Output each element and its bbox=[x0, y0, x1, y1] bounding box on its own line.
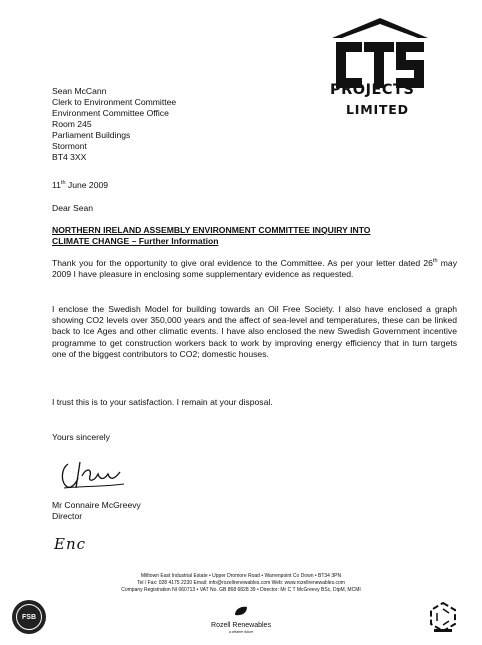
closing: Yours sincerely bbox=[52, 432, 110, 442]
fsb-badge-inner bbox=[16, 604, 42, 630]
body-paragraph-2: I enclose the Swedish Model for building towards an Oil Free Society. I also have enclosed a graph showing CO2 levels over 350,000 years and the affect of sea-level and temperatures, these can be linked back to Ice Ages and other climatic events. I have also enclosed the new Swedish Government incentive programme to get construction workers back to work by improving energy efficiency that in turn targets one of the biggest contributors to CO2; domestic houses. bbox=[52, 304, 457, 359]
address-line: Room 245 bbox=[52, 119, 92, 129]
rozell-logo bbox=[196, 604, 286, 635]
rozell-name: Rozell Renewables bbox=[211, 622, 271, 629]
signer-name: Mr Connaire McGreevy bbox=[52, 500, 141, 510]
leaf-icon bbox=[233, 605, 249, 617]
salutation: Dear Sean bbox=[52, 203, 94, 213]
enclosure-note: Enc bbox=[54, 535, 87, 553]
footer-line-3: Company Registration NI 060713 • VAT No. GB 868 6828 39 • Director: Mr C T McGreevy BSc, DipM, MCMI bbox=[121, 587, 361, 593]
address-line: Sean McCann bbox=[52, 86, 107, 96]
address-line: Environment Committee Office bbox=[52, 108, 169, 118]
address-line: Stormont bbox=[52, 141, 87, 151]
footer-line-1: Milltown East Industrial Estate • Upper Dromore Road • Warrenpoint Co Down • BT34 3PN bbox=[140, 573, 342, 579]
fsb-label: FSB bbox=[22, 613, 36, 621]
footer-address bbox=[60, 573, 422, 594]
footer-line-2: Tel / Fax: 028 4175 2230 Email: info@rozellrenewables.com Web: www.rozellrenewables.com bbox=[137, 580, 345, 586]
body-paragraph-3: I trust this is to your satisfaction. I remain at your disposal. bbox=[52, 397, 273, 407]
subject-heading: NORTHERN IRELAND ASSEMBLY ENVIRONMENT COMMITTEE INQUIRY INTO CLIMATE CHANGE – Further Information bbox=[52, 225, 371, 246]
signer-title: Director bbox=[52, 511, 83, 521]
recycle-emblem-icon bbox=[426, 600, 460, 634]
recipient-address bbox=[52, 86, 176, 163]
rozell-tagline: a cleaner future bbox=[228, 630, 254, 634]
address-line: BT4 3XX bbox=[52, 152, 87, 162]
company-logo bbox=[318, 16, 442, 126]
letter-date: 11th June 2009 bbox=[52, 180, 109, 190]
company-name-line1: PROJECTS bbox=[330, 82, 415, 98]
fsb-badge bbox=[12, 600, 46, 634]
body-paragraph-1: Thank you for the opportunity to give oral evidence to the Committee. As per your letter dated 26th may 2009 I have pleasure in enclosing some supplementary evidence as requested. bbox=[52, 258, 457, 280]
signature-image bbox=[58, 458, 128, 494]
company-name-line2: LIMITED bbox=[346, 102, 409, 117]
address-line: Parliament Buildings bbox=[52, 130, 131, 140]
address-line: Clerk to Environment Committee bbox=[52, 97, 177, 107]
